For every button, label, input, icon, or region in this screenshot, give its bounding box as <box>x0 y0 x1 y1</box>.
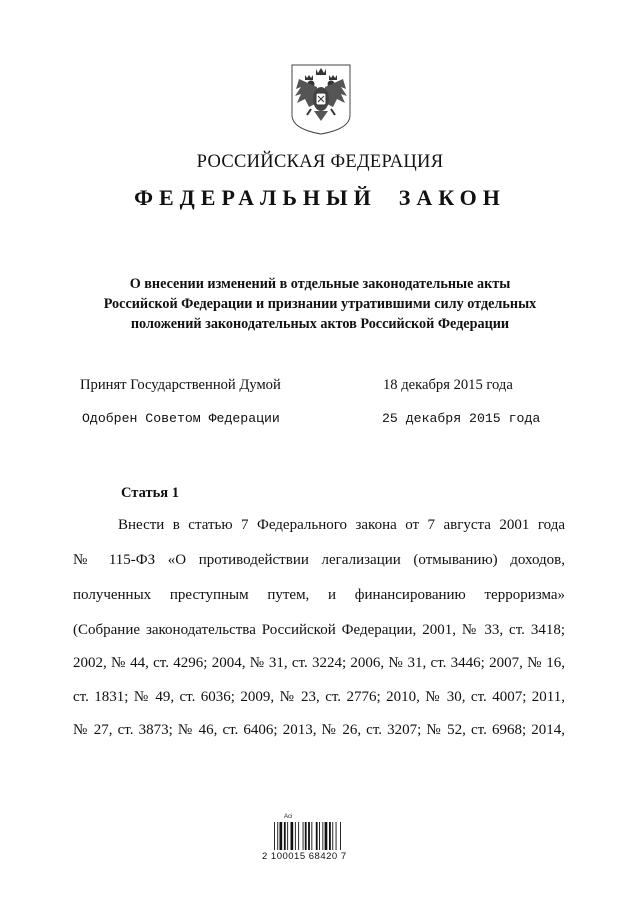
article-text-line: № 115-ФЗ «О противодействии легализации (отмыванию) доходов, <box>73 552 565 568</box>
coat-of-arms-emblem <box>289 63 353 136</box>
article-text-line: Внести в статью 7 Федерального закона от 7 августа 2001 года <box>118 517 565 533</box>
law-title-line: Российской Федерации и признании утратившими силу отдельных <box>103 296 537 312</box>
approved-by-council-date: 25 декабря 2015 года <box>382 411 541 426</box>
article-text-line: № 27, ст. 3873; № 46, ст. 6406; 2013, № 26, ст. 3207; № 52, ст. 6968; 2014, <box>73 722 565 738</box>
article-text-line: (Собрание законодательства Российской Федерации, 2001, № 33, ст. 3418; <box>73 622 565 638</box>
law-title-line: О внесении изменений в отдельные законодательные акты <box>129 276 511 292</box>
law-type-word-law: ЗАКОН <box>398 185 506 210</box>
article-text-line: ст. 1831; № 49, ст. 6036; 2009, № 23, ст. 2776; 2010, № 30, ст. 4007; 2011, <box>73 689 565 705</box>
approved-by-council-label: Одобрен Советом Федерации <box>82 411 280 426</box>
barcode-graphic <box>270 812 370 852</box>
barcode-mark-text: Aci <box>284 814 293 820</box>
law-type-heading <box>0 185 640 211</box>
law-title <box>60 274 580 334</box>
adopted-by-duma-date: 18 декабря 2015 года <box>383 377 513 393</box>
barcode-number: 2 100015 68420 7 <box>262 851 347 862</box>
country-name: РОССИЙСКАЯ ФЕДЕРАЦИЯ <box>196 152 444 172</box>
article-heading: Статья 1 <box>121 485 179 501</box>
article-text-line: 2002, № 44, ст. 4296; 2004, № 31, ст. 3224; 2006, № 31, ст. 3446; 2007, № 16, <box>73 655 565 671</box>
article-text-line: полученных преступным путем, и финансированию терроризма» <box>73 587 565 603</box>
adopted-by-duma-label: Принят Государственной Думой <box>80 377 281 393</box>
law-type-word-federal: ФЕДЕРАЛЬНЫЙ <box>134 185 377 210</box>
law-title-line: положений законодательных актов Российской Федерации <box>130 316 510 332</box>
